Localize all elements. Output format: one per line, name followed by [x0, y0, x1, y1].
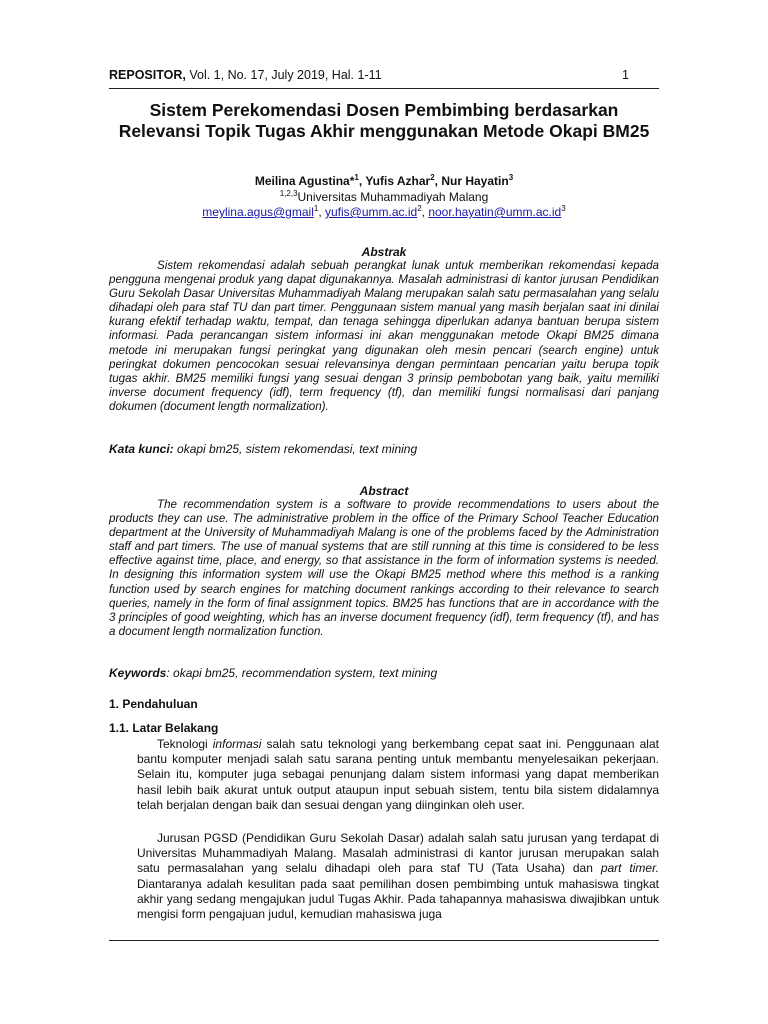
journal-details: Vol. 1, No. 17, July 2019, Hal. 1-11	[185, 68, 382, 82]
keywords	[109, 666, 659, 680]
keywords-text: : okapi bm25, recommendation system, text mining	[166, 666, 438, 680]
paragraph-1-start: Teknologi	[157, 737, 213, 751]
paragraph-2-rest: Diantaranya adalah kesulitan pada saat pemilihan dosen pembimbing untuk mahasiswa tingkat akhir yang sedang mengajukan judul Tugas Akhir. Pada tahapannya mahasiswa diwajibkan untuk mengisi form pengajuan judul, kemudian mahasiswa juga	[137, 876, 659, 922]
footer-rule	[109, 940, 659, 941]
author-3-sup: 3	[508, 173, 514, 182]
paragraph-2-start: Jurusan PGSD (Pendidikan Guru Sekolah Dasar) adalah salah satu jurusan yang terdapat di Universitas Muhammadiyah Malang. Masalah administrasi di kantor jurusan merupakan salah satu permasalahan yang selalu dihadapi oleh para staf TU (Tata Usaha) dan	[137, 831, 659, 876]
author-list: Meilina Agustina*$^1$, Yufis Azhar$^2$, Nur Hayatin$^3$	[254, 173, 514, 188]
author-3: Nur Hayatin	[441, 174, 509, 188]
paragraph-1-italic: informasi	[212, 737, 262, 751]
page-number: 1	[622, 68, 629, 82]
author-2-sup: 2	[430, 173, 435, 182]
paragraph-1-rest: salah satu teknologi yang berkembang cepat saat ini. Penggunaan alat bantu komputer menjadi salah satu sarana penting untuk membantu menyelesaikan pekerjaan. Selain itu, komputer juga sebagai penunjang dalam sistem informasi yang dapat memberikan hasil lebih baik akurat untuk output ataupun input sebuah sistem, tentu bila sistem didalamnya telah berjalan dengan baik dan sesuai dengan yang diinginkan oleh user.	[137, 737, 659, 812]
author-2: Yufis Azhar	[365, 174, 431, 188]
section-heading-pendahuluan: 1. Pendahuluan	[109, 697, 198, 711]
header-rule	[109, 88, 659, 89]
email-list: meylina.agus@gmail$^1$, $yufis@umm.ac.id^2$, $noor.hayatin@umm.ac.id^3$	[202, 204, 566, 219]
kata-kunci-text: okapi bm25, sistem rekomendasi, text mining	[173, 442, 418, 456]
email-link-1[interactable]: meylina.agus@gmail	[202, 205, 314, 219]
subsection-heading-latar-belakang: 1.1. Latar Belakang	[109, 721, 219, 735]
paragraph-1	[137, 737, 659, 813]
email-link-3[interactable]: noor.hayatin@umm.ac.id	[428, 205, 562, 219]
affiliation-sup: 1,2,3	[279, 189, 298, 198]
email-3-sup: 3	[561, 204, 566, 213]
email-1-sup: 1	[313, 204, 319, 213]
affiliation	[109, 190, 659, 204]
journal-name: REPOSITOR,	[109, 68, 186, 82]
abstrak-heading: Abstrak	[361, 245, 407, 259]
paragraph-2	[137, 831, 659, 922]
keywords-label: Keywords	[109, 666, 167, 680]
paper-title: Sistem Perekomendasi Dosen Pembimbing berdasarkan Relevansi Topik Tugas Akhir menggunakan Metode Okapi BM25	[118, 100, 650, 141]
email-link-2[interactable]: yufis@umm.ac.id	[324, 205, 418, 219]
author-1-sup: 1	[354, 173, 359, 182]
running-header	[109, 68, 629, 82]
kata-kunci	[109, 442, 659, 456]
paragraph-2-italic: part timer.	[600, 861, 659, 876]
abstrak-body: Sistem rekomendasi adalah sebuah perangkat lunak untuk memberikan rekomendasi kepada pengguna mengenai produk yang dapat digunakannya. Masalah administrasi di kantor jurusan Pendidikan Guru Sekolah Dasar Universitas Muhammadiyah Malang merupakan salah satu permasalahan yang selalu dihadapi oleh para staf TU dan part timer. Penggunaan sistem manual yang masih berjalan saat ini dinilai kurang efektif terhadap waktu, tempat, dan tenaga sehingga diperlukan adanya bantuan berupa sistem informasi. Pada perancangan sistem informasi ini akan menggunakan metode Okapi BM25 dimana metode ini merupakan fungsi peringkat yang digunakan oleh mesin pencari (search engine) untuk peringkat dokumen pencocokan sesuai relevansinya dengan permintaan pencarian yaitu berupa topik tugas akhir. BM25 memiliki fungsi yang sesuai dengan 3 prinsip pembobotan yang baik, yaitu memiliki inverse document frequency (idf), term frequency (tf), dan memiliki fungsi normalisasi dari panjang dokumen (document length normalization).	[109, 259, 659, 413]
abstract-body: The recommendation system is a software to provide recommendations to users about the products they can use. The administrative problem in the office of the Primary School Teacher Education department at the University of Muhammadiyah Malang is one of the problems faced by the Administration staff and part timers. The use of manual systems that are still running at this time is considered to be less effective against time, place, and energy, so that assistance in the form of information systems is needed. In designing this information system will use the Okapi BM25 method where this method is a ranking function used by search engines for matching document rankings according to their relevance to search queries, namely in the form of final assignment topics. BM25 has functions that are in accordance with the 3 principles of good weighting, which has an inverse document frequency (idf), term frequency (tf), and has a document length normalization function.	[109, 498, 659, 638]
abstract-heading: Abstract	[359, 484, 409, 498]
affiliation-text: Universitas Muhammadiyah Malang	[297, 190, 489, 204]
email-2-sup: 2	[417, 204, 422, 213]
kata-kunci-label: Kata kunci:	[109, 442, 174, 456]
author-1: Meilina Agustina*	[254, 174, 355, 188]
